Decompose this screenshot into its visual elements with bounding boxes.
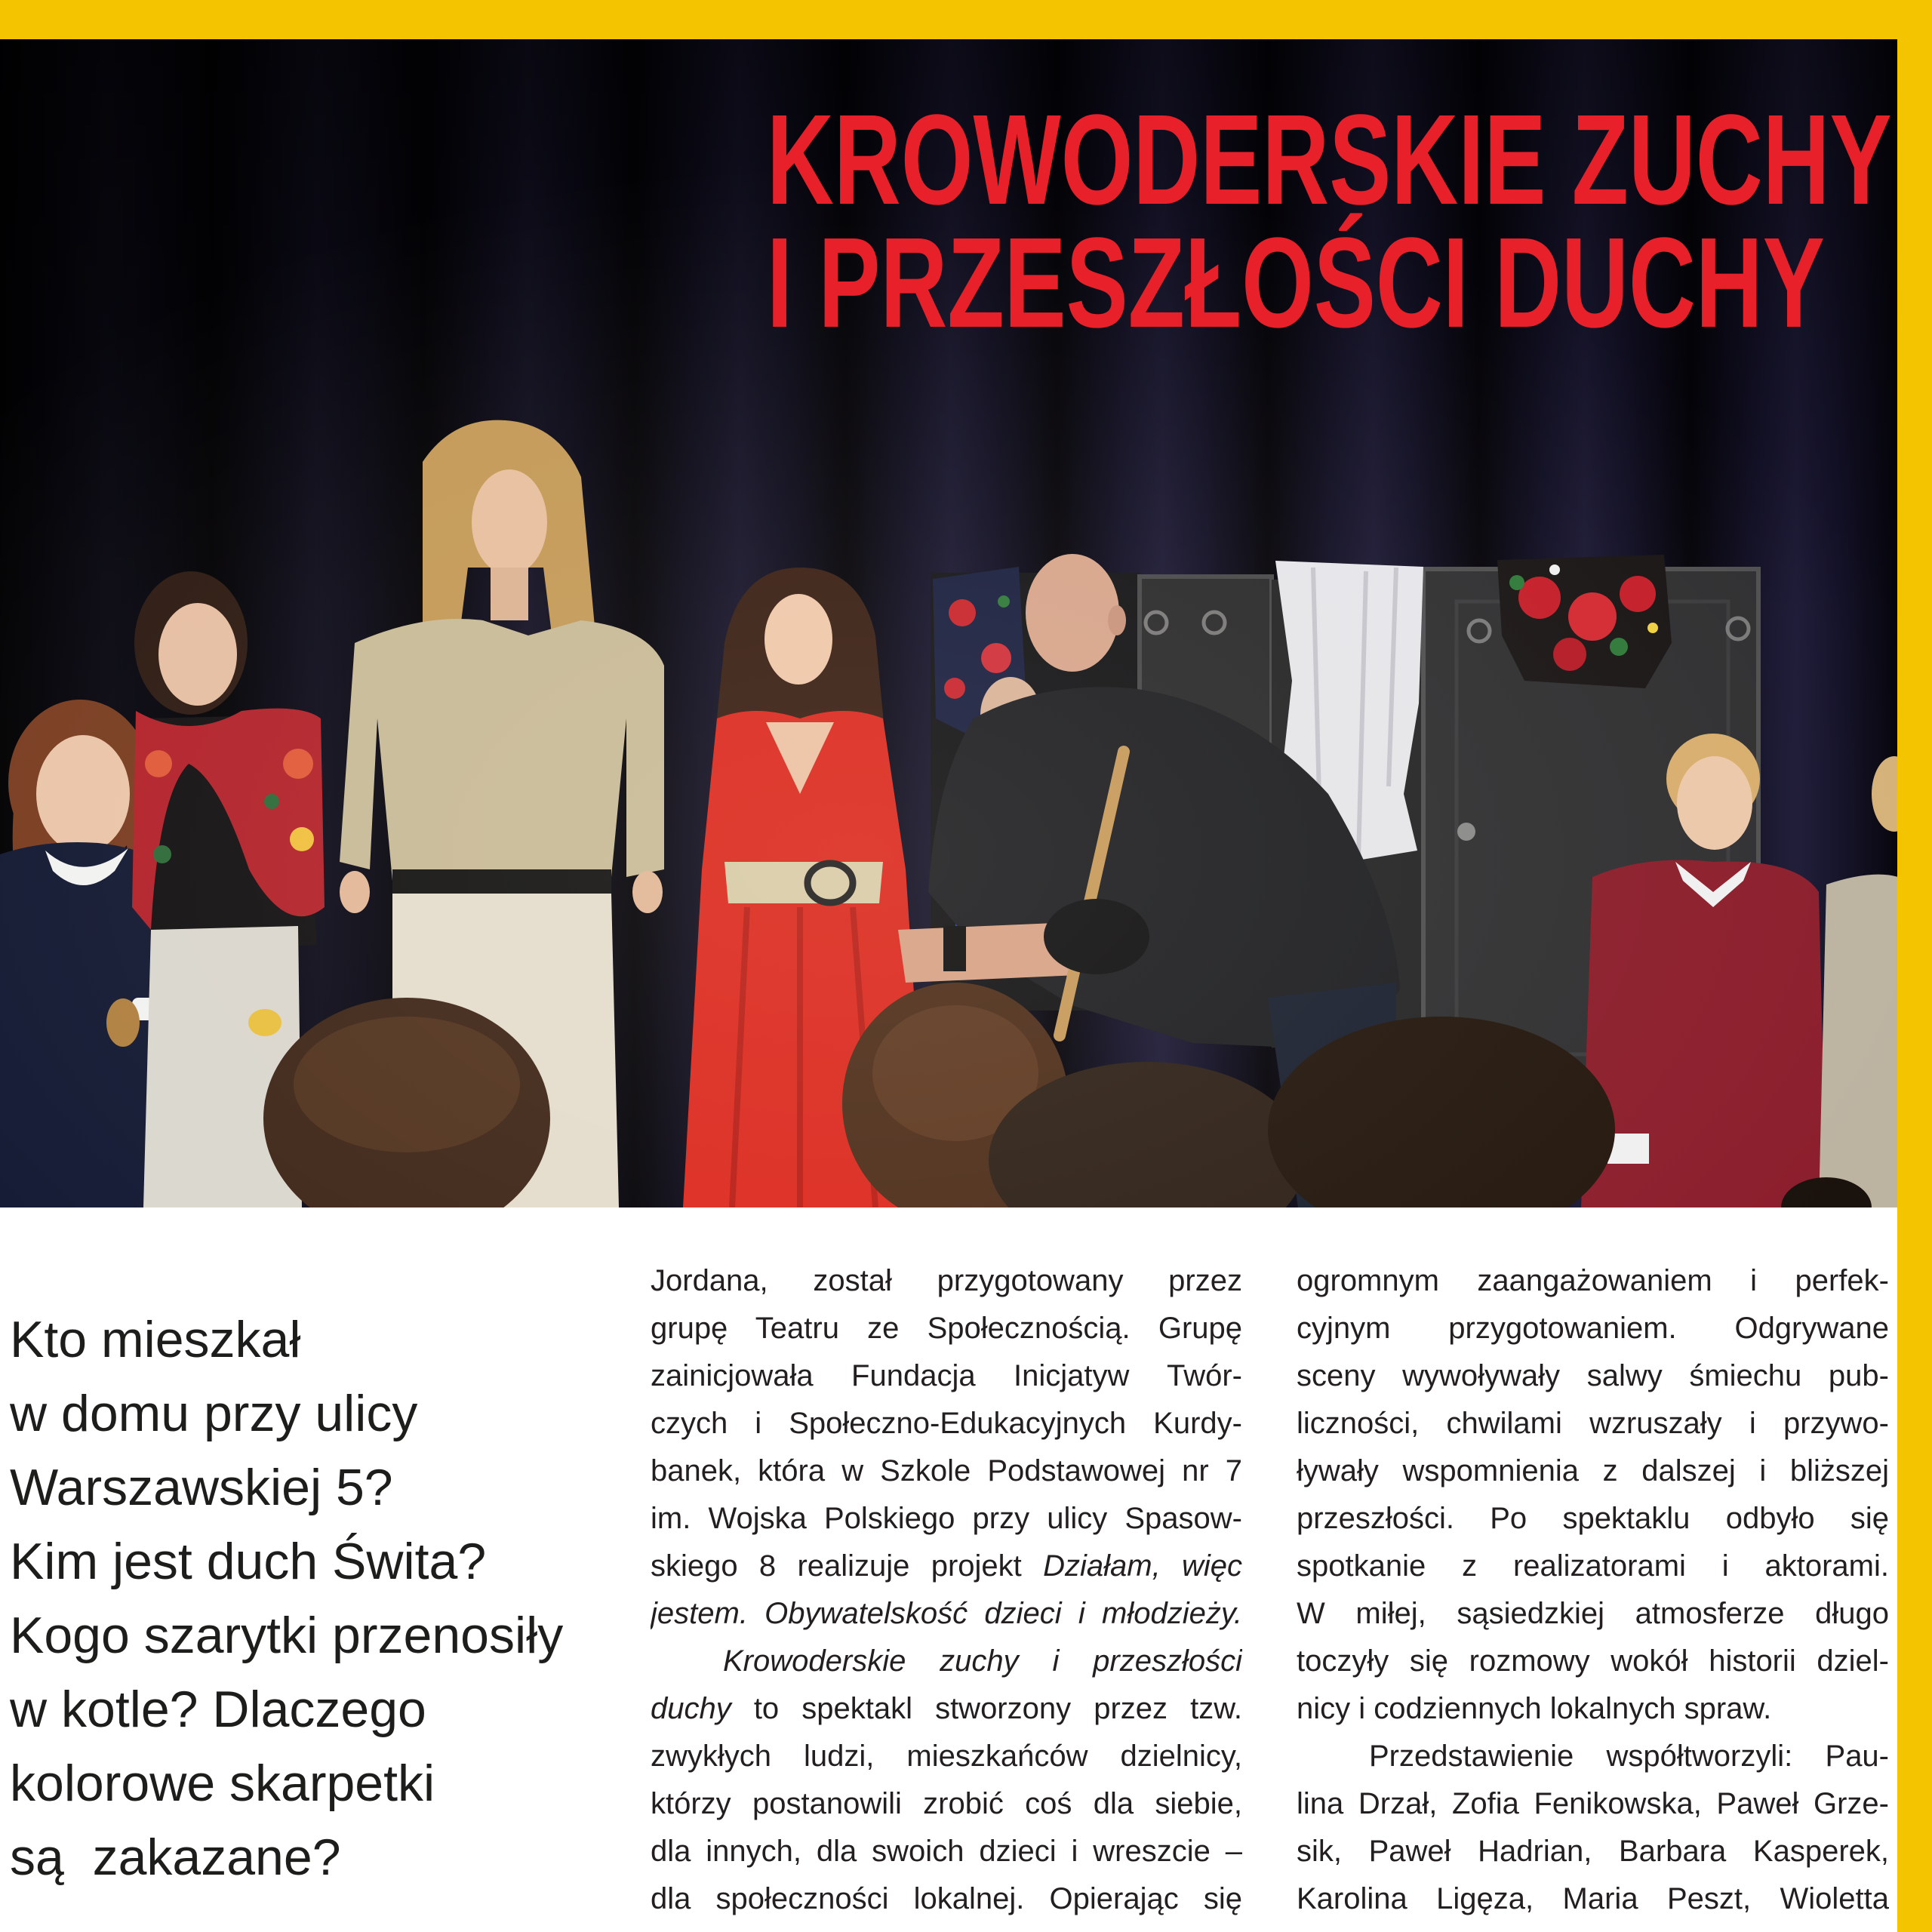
text-segment: skiego 8 realizuje projekt [651, 1549, 1044, 1583]
intro-question-line: w kotle? Dlaczego [10, 1681, 426, 1738]
text-segment: Przedstawienie współtworzyli: Pau- [1369, 1740, 1889, 1773]
article-title-line-2: I PRZESZŁOŚCI DUCHY [767, 211, 1825, 355]
text-segment: dla społeczności lokalnej. Opierając się [651, 1882, 1242, 1915]
text-line [1297, 1828, 1889, 1875]
text-line [651, 1400, 1242, 1447]
top-yellow-band [0, 0, 1932, 39]
text-segment: to spektakl stworzony przez tzw. [731, 1692, 1242, 1725]
text-line [651, 1875, 1242, 1923]
intro-question-line: Kogo szarytki przenosiły [10, 1607, 564, 1664]
text-segment: Jordana, został przygotowany przez [651, 1264, 1242, 1297]
text-segment: Karolina Ligęza, Maria Peszt, Wioletta [1297, 1882, 1889, 1915]
text-segment: ogromnym zaangażowaniem i perfek- [1297, 1264, 1889, 1297]
text-segment: zainicjowała Fundacja Inicjatyw Twór- [651, 1359, 1242, 1392]
body-text-column-right [1297, 1257, 1889, 1923]
text-segment: lina Drzał, Zofia Fenikowska, Paweł Grze- [1297, 1787, 1889, 1820]
text-line [651, 1305, 1242, 1352]
intro-question-line: Kto mieszkał [10, 1311, 301, 1368]
text-line [651, 1543, 1242, 1590]
text-line [651, 1638, 1242, 1685]
text-line [651, 1447, 1242, 1495]
text-line [1297, 1543, 1889, 1590]
text-line [651, 1780, 1242, 1828]
text-line [651, 1828, 1242, 1875]
intro-questions [10, 1303, 629, 1894]
text-segment: im. Wojska Polskiego przy ulicy Spasow- [651, 1502, 1242, 1535]
intro-question-line: kolorowe skarpetki [10, 1755, 435, 1812]
italic-text-segment: Krowoderskie zuchy i przeszłości [723, 1644, 1242, 1678]
italic-text-segment: Działam, więc [1043, 1549, 1242, 1583]
article-title-line-1: KROWODERSKIE ZUCHY [767, 88, 1892, 232]
text-segment: czych i Społeczno-Edukacyjnych Kurdy- [651, 1407, 1242, 1440]
text-segment: toczyły się rozmowy wokół historii dziel- [1297, 1644, 1889, 1678]
body-text-column-middle [651, 1257, 1242, 1923]
intro-question-line: w domu przy ulicy [10, 1385, 418, 1442]
stage-photo [0, 39, 1897, 1208]
text-line [651, 1495, 1242, 1543]
text-line [1297, 1733, 1889, 1780]
text-segment: banek, która w Szkole Podstawowej nr 7 [651, 1454, 1242, 1487]
text-segment: nicy i codziennych lokalnych spraw. [1297, 1692, 1772, 1725]
text-segment: zwykłych ludzi, mieszkańców dzielnicy, [651, 1740, 1242, 1773]
text-line [1297, 1495, 1889, 1543]
text-line [651, 1352, 1242, 1400]
article-title [767, 88, 1892, 355]
text-line [651, 1257, 1242, 1305]
text-segment: grupę Teatru ze Społecznością. Grupę [651, 1312, 1242, 1345]
text-segment: cyjnym przygotowaniem. Odgrywane [1297, 1312, 1889, 1345]
italic-text-segment: duchy [651, 1692, 731, 1725]
text-line [1297, 1257, 1889, 1305]
intro-question-line: Kim jest duch Świta? [10, 1533, 487, 1590]
text-segment: W miłej, sąsiedzkiej atmosferze długo [1297, 1597, 1889, 1630]
text-line [1297, 1352, 1889, 1400]
text-segment: sceny wywoływały salwy śmiechu pub- [1297, 1359, 1889, 1392]
italic-text-segment: jestem. Obywatelskość dzieci i młodzieży. [651, 1597, 1242, 1630]
right-yellow-band [1897, 0, 1932, 1932]
text-line [1297, 1400, 1889, 1447]
text-segment: którzy postanowili zrobić coś dla siebie, [651, 1787, 1242, 1820]
text-line [1297, 1638, 1889, 1685]
text-line [651, 1590, 1242, 1638]
text-segment: przeszłości. Po spektaklu odbyło się [1297, 1502, 1889, 1535]
text-line [651, 1685, 1242, 1733]
text-segment: sik, Paweł Hadrian, Barbara Kasperek, [1297, 1835, 1889, 1868]
text-line [1297, 1780, 1889, 1828]
text-line [1297, 1590, 1889, 1638]
text-segment: spotkanie z realizatorami i aktorami. [1297, 1549, 1889, 1583]
text-line [651, 1733, 1242, 1780]
text-line [1297, 1685, 1889, 1733]
intro-question-line: są zakazane? [10, 1829, 341, 1886]
text-line [1297, 1305, 1889, 1352]
text-line [1297, 1875, 1889, 1923]
intro-question-line: Warszawskiej 5? [10, 1459, 393, 1516]
text-segment: liczności, chwilami wzruszały i przywo- [1297, 1407, 1889, 1440]
text-segment: ływały wspomnienia z dalszej i bliższej [1297, 1454, 1889, 1487]
text-line [1297, 1447, 1889, 1495]
text-segment: dla innych, dla swoich dzieci i wreszcie – [651, 1835, 1242, 1868]
